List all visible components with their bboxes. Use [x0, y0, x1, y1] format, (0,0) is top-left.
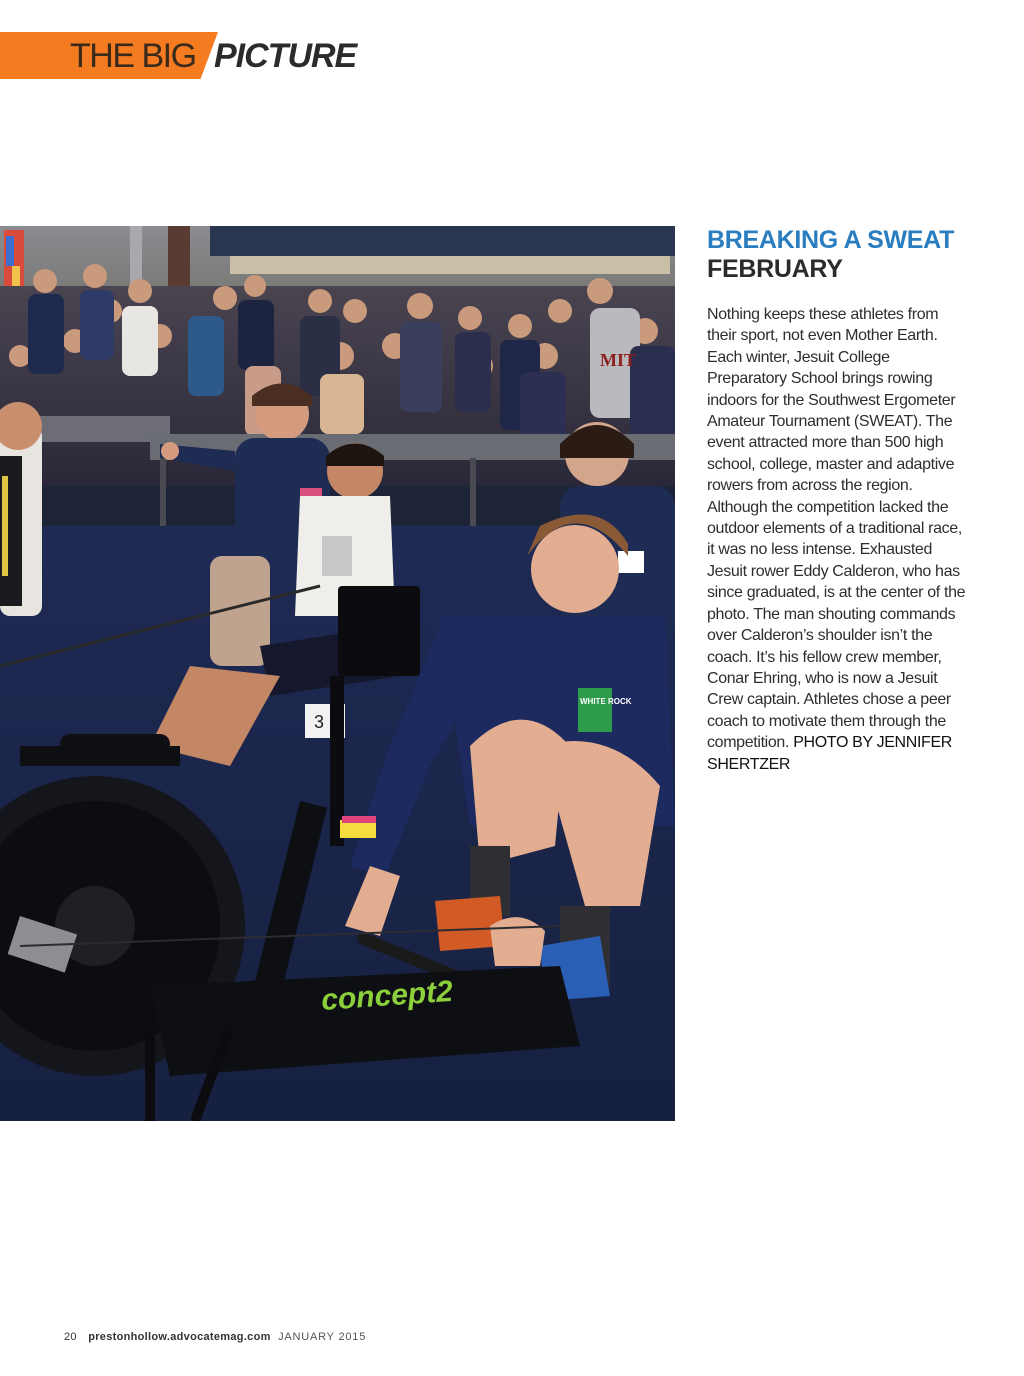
banner-title-bold: PICTURE [214, 37, 357, 75]
concept2-logo-text: concept2 [320, 974, 454, 1017]
photo-credit: PHOTO BY JENNIFER SHERTZER [707, 734, 953, 773]
rowing-photo-illustration [0, 226, 675, 1121]
footer-site: prestonhollow.advocatemag.com [88, 1331, 271, 1343]
article-headline: BREAKING A SWEAT [707, 226, 955, 254]
article-subhead: FEBRUARY [707, 255, 843, 283]
feature-photo [0, 226, 675, 1121]
bib-number: 3 [314, 712, 325, 732]
page-number: 20 [64, 1331, 77, 1343]
article-body [707, 304, 969, 775]
footer-issue: JANUARY 2015 [278, 1331, 367, 1343]
article-body-text: Nothing keeps these athletes from their sport, not even Mother Earth. Each winter, Jesuit College Preparatory School brings rowing indoors for the Southwest Ergometer Amateur Tournament (SWEAT). The event attracted more than 500 high school, college, master and adaptive rowers from across the region. Although the competition lacked the outdoor elements of a traditional race, it was no less intense. Exhausted Jesuit rower Eddy Calderon, who has since graduated, is at the center of the photo. The man shouting commands over Calderon’s shoulder isn’t the coach. It’s his fellow crew member, Conar Ehring, who is now a Jesuit Crew captain. Athletes chose a peer coach to motivate them through the competition. [707, 306, 966, 752]
white-rock-shirt-text: WHITE ROCK [580, 697, 632, 706]
mit-shirt-text: MIT [600, 350, 636, 370]
section-banner [0, 32, 372, 79]
page-footer [64, 1331, 366, 1343]
article-sidebar [707, 226, 969, 775]
banner-title-thin: THE BIG [70, 37, 196, 75]
